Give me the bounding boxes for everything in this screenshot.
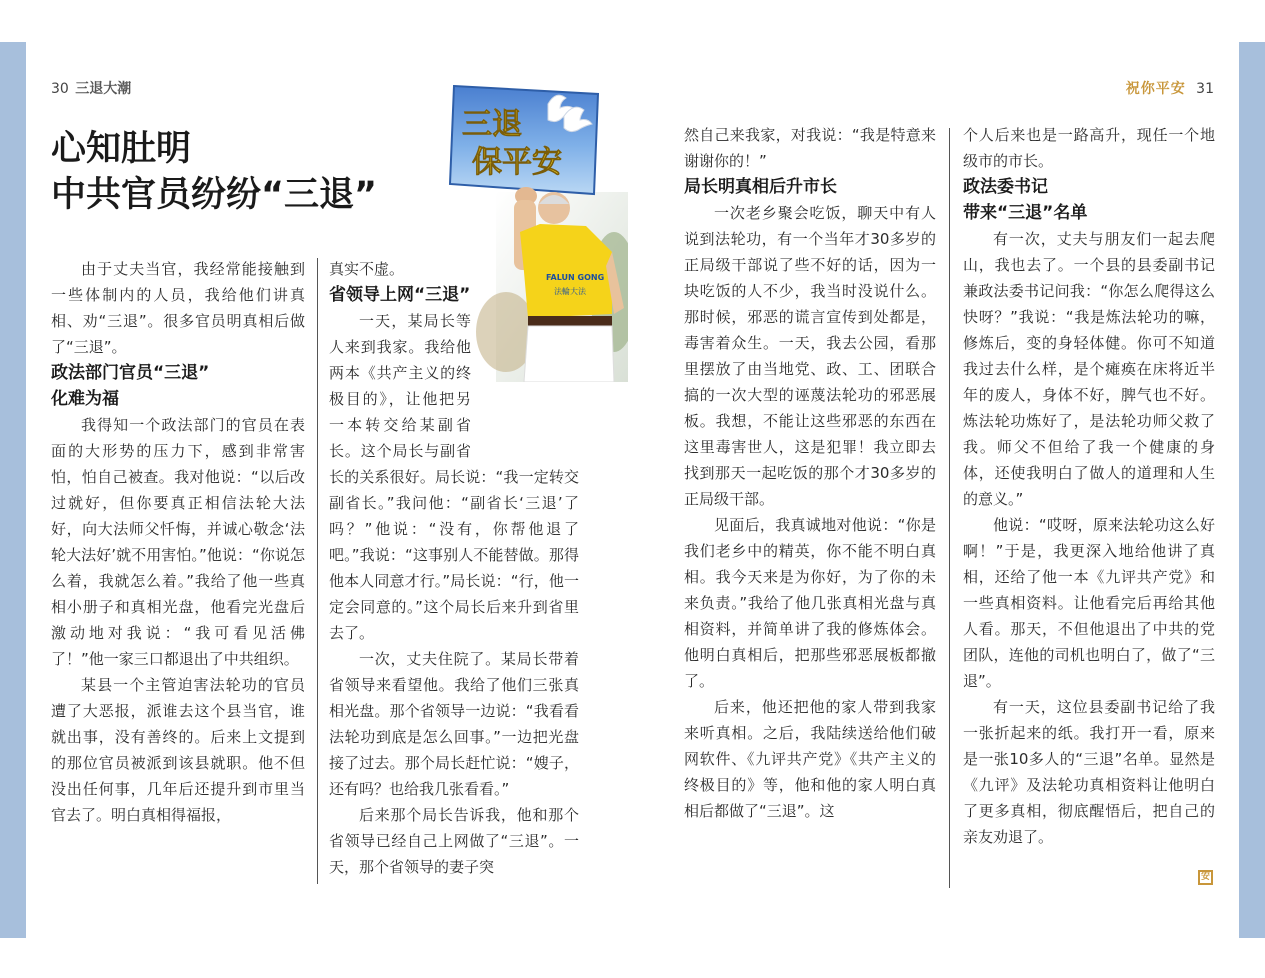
col4-paragraph-3: 有一天，这位县委副书记给了我一张折起来的纸。我打开一看，原来是一张10多人的“三退”名单。显然是《九评》及法轮功真相资料让他明白了更多真相，彻底醒悟后，把自己的亲友劝退了。 (963, 698, 1215, 846)
col2-paragraph-2: 一次，丈夫住院了。某局长带着省领导来看望他。我给了他们三张真相光盘。那个省领导一边说：“我看看法轮功到底是怎么回事。”一边把光盘接了过去。那个局长赶忙说：“嫂子，还有吗？也给我几张看看。” (329, 650, 579, 798)
col3-paragraph-2: 见面后，我真诚地对他说：“你是我们老乡中的精英，你不能不明白真相。我今天来是为你好，为了你的未来负责。”我给了他几张真相光盘与真相资料，并简单讲了我的修炼体会。他明白真相后，把那些邪恶展板都撤了。 (684, 516, 936, 690)
col1-subheading-line-2: 化难为福 (51, 389, 119, 409)
shirt-text: FALUN GONG (546, 273, 605, 282)
right-page-edge-strip (1239, 42, 1265, 938)
right-brand-name: 祝你平安 (1125, 81, 1186, 97)
left-page-edge-strip (0, 42, 26, 938)
col2-paragraph-1: 一天，某局长等人来到我家。我给他两本《共产主义的终极目的》，让他把另一本转交给某副省长。这个局长与副省长的关系很好。局长说：“我一定转交副省长。”我问他：“副省长‘三退’了吗？”他说：“没有，你帮他退了吧。”我说：“这事别人不能替做。那得他本人同意才行。”局长说：“行，他一定会同意的。”这个局长后来升到省里去了。 (329, 312, 579, 642)
article-headline (51, 126, 377, 218)
column-divider-left-page (317, 258, 318, 884)
col2-paragraph-3: 后来那个局长告诉我，他和那个省领导已经自己上网做了“三退”。一天，那个省领导的妻子突 (329, 806, 579, 876)
col1-subheading-line-1: 政法部门官员“三退” (51, 363, 210, 383)
sign-text-line-1: 三退 (462, 107, 522, 142)
headline-line-1: 心知肚明 (51, 129, 192, 169)
col2-subheading: 省领导上网“三退” (329, 285, 471, 305)
column-1 (51, 256, 305, 828)
left-page-number: 30 (51, 81, 69, 97)
col1-paragraph-3: 某县一个主管迫害法轮功的官员遭了大恶报，派谁去这个县当官，谁就出事，没有善终的。后来上文提到的那位官员被派到该县就职。他不但没出任何事，几年后还提升到市里当官去了。明白真相得福报， (51, 676, 305, 824)
left-folio (51, 78, 131, 98)
col4-subheading-line-1: 政法委书记 (963, 177, 1048, 197)
col3-paragraph-3: 后来，他还把他的家人带到我家来听真相。之后，我陆续送给他们破网软件、《九评共产党》《共产主义的终极目的》等，他和他的家人明白真相后都做了“三退”。这 (684, 698, 936, 820)
column-3 (684, 122, 936, 824)
col4-paragraph-2: 他说：“哎呀，原来法轮功这么好啊！”于是，我更深入地给他讲了真相，还给了他一本《九评共产党》和一些真相资料。让他看完后再给其他人看。那天，不但他退出了中共的党团队，连他的司机也明白了，做了“三退”。 (963, 516, 1215, 690)
col4-paragraph-0: 个人后来也是一路高升，现任一个地级市的市长。 (963, 126, 1215, 170)
col3-paragraph-0: 然自己来我家，对我说：“我是特意来谢谢你的！” (684, 126, 936, 170)
col1-subheading (51, 360, 305, 412)
col4-subheading (963, 174, 1215, 226)
photo-text-wrap-spacer (471, 312, 579, 440)
right-page-number: 31 (1196, 81, 1214, 97)
col2-paragraph-0: 真实不虚。 (329, 260, 405, 278)
col4-paragraph-1: 有一次，丈夫与朋友们一起去爬山，我也去了。一个县的县委副书记兼政法委书记问我：“你怎么爬得这么快呀？”我说：“我是炼法轮功的嘛，修炼后，变的身轻体健。你可不知道我过去什么样，是个瘫痪在床将近半年的废人，身体不好，脾气也不好。炼法轮功炼好了，是法轮功师父救了我。师父不但给了我一个健康的身体，还使我明白了做人的道理和人生的意义。” (963, 230, 1215, 508)
column-divider-right-page (949, 128, 950, 888)
col4-subheading-line-2: 带来“三退”名单 (963, 203, 1088, 223)
article-end-mark-icon: 安 (1198, 870, 1213, 885)
shirt-text-chinese: 法輪大法 (554, 287, 586, 296)
right-folio (1126, 78, 1214, 98)
column-2 (329, 256, 579, 880)
headline-line-2: 中共官员纷纷“三退” (51, 175, 378, 215)
col1-paragraph-2: 我得知一个政法部门的官员在表面的大形势的压力下，感到非常害怕，怕自己被查。我对他说：“以后改过就好，但你要真正相信法轮大法好，向大法师父忏悔，并诚心敬念‘法轮大法好’就不用害怕。”他说：“你说怎么着，我就怎么着。”我给了他一些真相小册子和真相光盘，他看完光盘后激动地对我说：“我可看见活佛了！”他一家三口都退出了中共组织。 (51, 416, 305, 668)
col3-paragraph-1: 一次老乡聚会吃饭，聊天中有人说到法轮功，有一个当年才30多岁的正局级干部说了些不好的话，因为一块吃饭的人不少，我当时没说什么。那时候，邪恶的谎言宣传到处都是，毒害着众生。一天，我去公园，看那里摆放了由当地党、政、工、团联合搞的一次大型的诬蔑法轮功的邪恶展板。我想，不能让这些邪恶的东西在这里毒害世人，这是犯罪！我立即去找到那天一起吃饭的那个才30多岁的正局级干部。 (684, 204, 936, 508)
col3-subheading: 局长明真相后升市长 (684, 177, 837, 197)
col1-paragraph-1: 由于丈夫当官，我经常能接触到一些体制内的人员，我给他们讲真相、劝“三退”。很多官员明真相后做了“三退”。 (51, 260, 305, 356)
left-section-name: 三退大潮 (75, 81, 132, 97)
sign-text-line-2: 保平安 (472, 145, 562, 180)
column-4 (963, 122, 1215, 850)
